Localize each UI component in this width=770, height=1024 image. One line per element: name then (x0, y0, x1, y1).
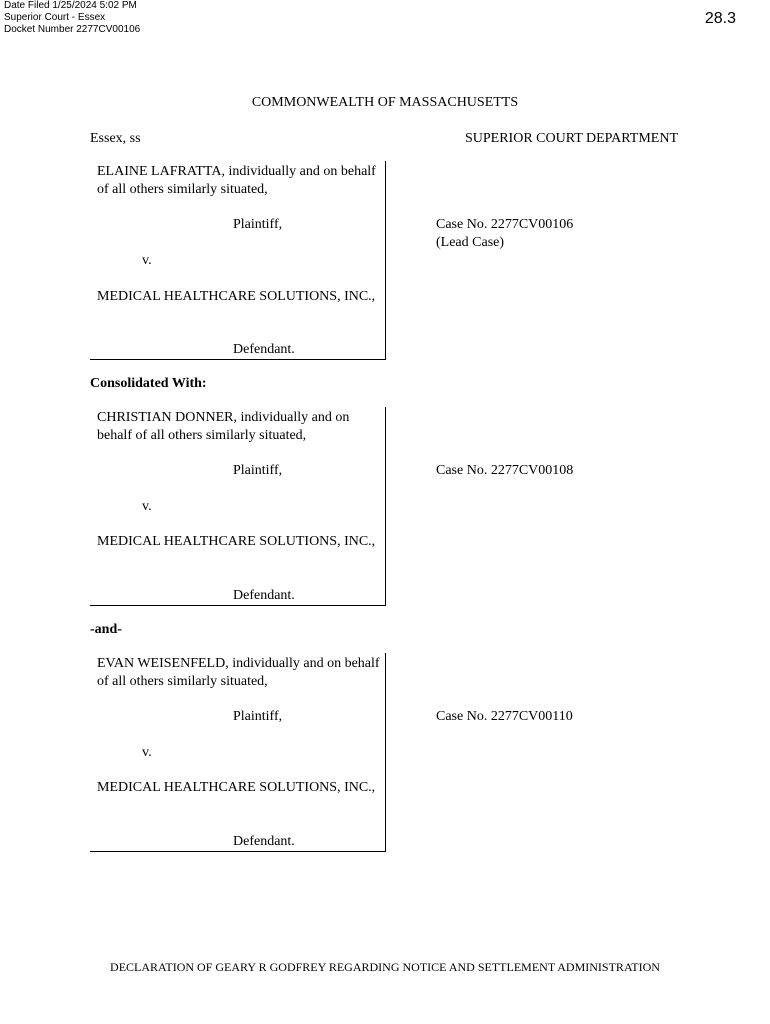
case-caption-3 (90, 653, 386, 852)
and-heading: -and- (90, 622, 122, 637)
department: SUPERIOR COURT DEPARTMENT (464, 131, 678, 146)
stamp-docket: Docket Number 2277CV00106 (4, 24, 141, 35)
stamp-court: Superior Court - Essex (4, 12, 106, 23)
court-title: COMMONWEALTH OF MASSACHUSETTS (251, 95, 519, 110)
defendant-name: MEDICAL HEALTHCARE SOLUTIONS, INC., (97, 534, 376, 549)
plaintiff-role: Plaintiff, (233, 217, 283, 232)
defendant-role: Defendant. (233, 342, 295, 357)
plaintiff-name: EVAN WEISENFELD, individually and on behalf of all others similarly situated, (97, 656, 380, 689)
stamp-date-filed: Date Filed 1/25/2024 5:02 PM (4, 0, 137, 11)
plaintiff-name: CHRISTIAN DONNER, individually and on behalf of all others similarly situated, (97, 410, 350, 443)
defendant-role: Defendant. (233, 834, 295, 849)
plaintiff-role: Plaintiff, (233, 463, 283, 478)
document-number: 28.3 (704, 10, 736, 27)
defendant-name: MEDICAL HEALTHCARE SOLUTIONS, INC., (97, 289, 376, 304)
plaintiff-role: Plaintiff, (233, 709, 283, 724)
defendant-name: MEDICAL HEALTHCARE SOLUTIONS, INC., (97, 780, 376, 795)
case-note-1: (Lead Case) (436, 235, 505, 250)
filing-stamp (4, 0, 140, 36)
venue: Essex, ss (90, 131, 141, 146)
versus: v. (142, 745, 152, 760)
versus: v. (142, 499, 152, 514)
document-title: DECLARATION OF GEARY R GODFREY REGARDING NOTICE AND SETTLEMENT ADMINISTRATION (110, 960, 660, 974)
case-number-2: Case No. 2277CV00108 (436, 463, 574, 478)
versus: v. (142, 253, 152, 268)
case-caption-1 (90, 161, 386, 360)
case-number-1: Case No. 2277CV00106 (436, 217, 574, 232)
consolidated-heading: Consolidated With: (90, 376, 207, 391)
plaintiff-name: ELAINE LAFRATTA, individually and on behalf of all others similarly situated, (97, 164, 376, 197)
case-caption-2 (90, 407, 386, 606)
defendant-role: Defendant. (233, 588, 295, 603)
case-number-3: Case No. 2277CV00110 (436, 709, 573, 724)
